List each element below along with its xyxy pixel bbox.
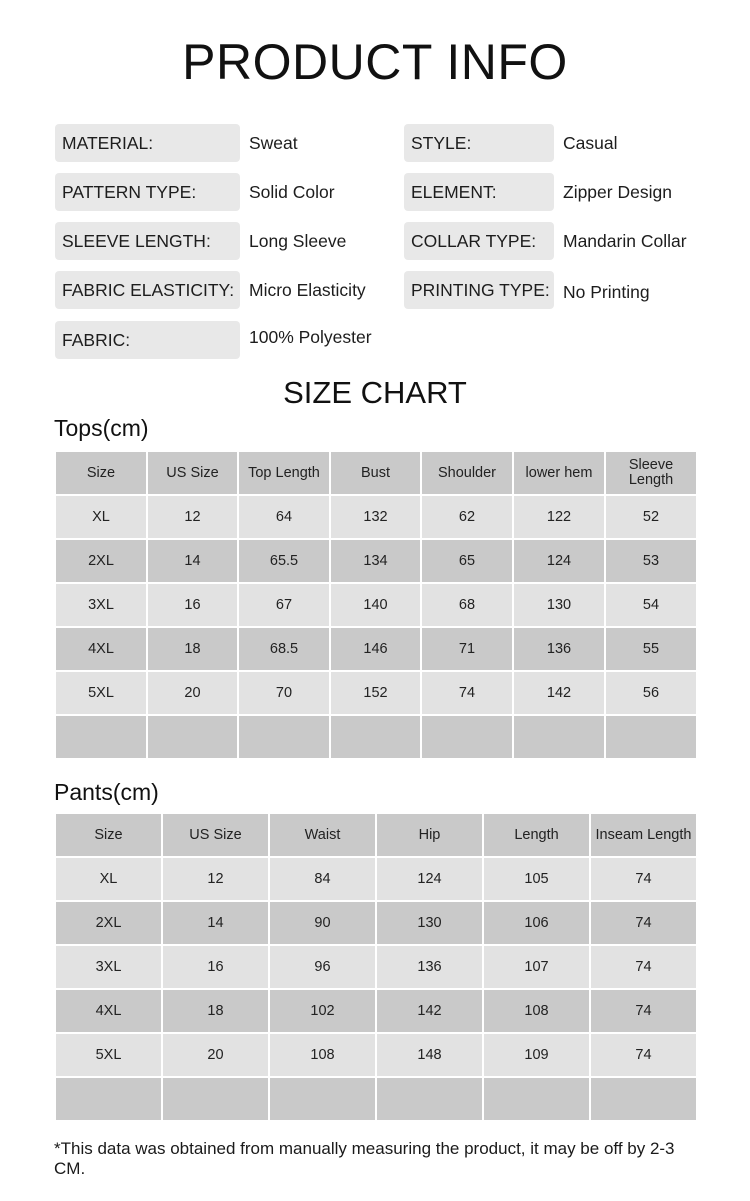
pants-header-cell: US Size [162, 813, 269, 857]
tops-empty-cell [238, 715, 330, 759]
tops-table-title: Tops(cm) [54, 415, 149, 441]
pants-table-cell: 108 [269, 1033, 376, 1077]
tops-header-row [55, 451, 697, 495]
tops-empty-cell [513, 715, 605, 759]
tops-table-cell: 52 [605, 495, 697, 539]
tops-table-cell: 3XL [55, 583, 147, 627]
pants-header-cell: Inseam Length [590, 813, 697, 857]
pants-table-cell: 14 [162, 901, 269, 945]
tops-table-cell: 65 [421, 539, 513, 583]
tops-table-cell: 56 [605, 671, 697, 715]
pants-header-row [55, 813, 697, 857]
info-value-printing-type: No Printing [563, 282, 650, 302]
tops-table-cell: 12 [147, 495, 238, 539]
tops-empty-row [55, 715, 697, 759]
tops-table-cell: 14 [147, 539, 238, 583]
pants-table-cell: 96 [269, 945, 376, 989]
tops-table-row [55, 495, 697, 539]
pants-table-cell: 4XL [55, 989, 162, 1033]
tops-header-cell: Size [55, 451, 147, 495]
pants-empty-cell [590, 1077, 697, 1121]
pants-header-cell: Hip [376, 813, 483, 857]
tops-table-cell: 53 [605, 539, 697, 583]
tops-table-cell: 64 [238, 495, 330, 539]
pants-table-cell: 74 [590, 1033, 697, 1077]
pants-table-cell: 20 [162, 1033, 269, 1077]
pants-table-cell: 16 [162, 945, 269, 989]
pants-table-cell: 18 [162, 989, 269, 1033]
tops-empty-cell [605, 715, 697, 759]
tops-table-cell: 74 [421, 671, 513, 715]
pants-empty-cell [55, 1077, 162, 1121]
tops-header-cell: Bust [330, 451, 421, 495]
tops-table-cell: 70 [238, 671, 330, 715]
tops-header-cell: Top Length [238, 451, 330, 495]
pants-empty-cell [269, 1077, 376, 1121]
info-label-sleeve-length: SLEEVE LENGTH: [55, 222, 240, 260]
info-value-element: Zipper Design [563, 182, 672, 202]
pants-table-cell: 3XL [55, 945, 162, 989]
tops-header-cell: lower hem [513, 451, 605, 495]
pants-size-table [54, 812, 698, 1122]
tops-table-cell: 130 [513, 583, 605, 627]
pants-table-cell: XL [55, 857, 162, 901]
pants-empty-cell [376, 1077, 483, 1121]
tops-empty-cell [330, 715, 421, 759]
tops-header-cell: Shoulder [421, 451, 513, 495]
tops-table-cell: 65.5 [238, 539, 330, 583]
tops-table-cell: 140 [330, 583, 421, 627]
pants-table-row [55, 1033, 697, 1077]
pants-table-row [55, 857, 697, 901]
pants-table-cell: 2XL [55, 901, 162, 945]
info-value-style: Casual [563, 133, 618, 153]
pants-table-cell: 105 [483, 857, 590, 901]
pants-table-cell: 74 [590, 901, 697, 945]
tops-header-cell: Sleeve Length [605, 451, 697, 495]
pants-table-cell: 102 [269, 989, 376, 1033]
tops-table-cell: 68.5 [238, 627, 330, 671]
tops-table-cell: 134 [330, 539, 421, 583]
tops-table-cell: XL [55, 495, 147, 539]
tops-table-cell: 2XL [55, 539, 147, 583]
tops-table-cell: 142 [513, 671, 605, 715]
tops-table-cell: 124 [513, 539, 605, 583]
pants-table-cell: 130 [376, 901, 483, 945]
info-value-sleeve-length: Long Sleeve [249, 231, 347, 251]
page-title: PRODUCT INFO [182, 34, 568, 90]
pants-table-cell: 107 [483, 945, 590, 989]
info-value-pattern-type: Solid Color [249, 182, 335, 202]
tops-empty-cell [421, 715, 513, 759]
pants-table-cell: 12 [162, 857, 269, 901]
info-value-fabric: 100% Polyester [249, 327, 372, 347]
pants-table-row [55, 901, 697, 945]
pants-table-cell: 106 [483, 901, 590, 945]
product-info-grid [55, 124, 705, 364]
tops-table-cell: 146 [330, 627, 421, 671]
pants-table-cell: 5XL [55, 1033, 162, 1077]
pants-header-cell: Waist [269, 813, 376, 857]
tops-table-cell: 18 [147, 627, 238, 671]
tops-table-cell: 55 [605, 627, 697, 671]
info-value-fabric-elasticity: Micro Elasticity [249, 280, 366, 300]
tops-empty-cell [55, 715, 147, 759]
tops-table-row [55, 539, 697, 583]
pants-table-cell: 124 [376, 857, 483, 901]
tops-table-cell: 54 [605, 583, 697, 627]
tops-header-cell: US Size [147, 451, 238, 495]
tops-table-cell: 67 [238, 583, 330, 627]
tops-table-row [55, 627, 697, 671]
tops-table-cell: 68 [421, 583, 513, 627]
info-label-fabric-elasticity: FABRIC ELASTICITY: [55, 271, 240, 309]
pants-table-row [55, 989, 697, 1033]
tops-table-cell: 62 [421, 495, 513, 539]
info-value-material: Sweat [249, 133, 298, 153]
size-chart-title: SIZE CHART [283, 375, 467, 410]
tops-table-cell: 4XL [55, 627, 147, 671]
pants-table-cell: 74 [590, 857, 697, 901]
tops-table-cell: 136 [513, 627, 605, 671]
tops-table-cell: 16 [147, 583, 238, 627]
pants-table-cell: 90 [269, 901, 376, 945]
pants-table-cell: 136 [376, 945, 483, 989]
pants-empty-cell [162, 1077, 269, 1121]
info-label-fabric: FABRIC: [55, 321, 240, 359]
pants-table-cell: 148 [376, 1033, 483, 1077]
info-label-collar-type: COLLAR TYPE: [404, 222, 554, 260]
pants-table-cell: 108 [483, 989, 590, 1033]
pants-header-cell: Length [483, 813, 590, 857]
measurement-footnote: *This data was obtained from manually measuring the product, it may be off by 2-3 CM. [54, 1139, 675, 1178]
pants-table-cell: 84 [269, 857, 376, 901]
tops-table-cell: 5XL [55, 671, 147, 715]
tops-size-table [54, 450, 698, 760]
info-label-element: ELEMENT: [404, 173, 554, 211]
pants-table-cell: 142 [376, 989, 483, 1033]
pants-table-row [55, 945, 697, 989]
tops-table-cell: 20 [147, 671, 238, 715]
pants-table-title: Pants(cm) [54, 779, 159, 805]
info-label-style: STYLE: [404, 124, 554, 162]
info-label-printing-type: PRINTING TYPE: [404, 271, 554, 309]
info-label-pattern-type: PATTERN TYPE: [55, 173, 240, 211]
tops-table-cell: 71 [421, 627, 513, 671]
pants-header-cell: Size [55, 813, 162, 857]
pants-table-cell: 74 [590, 945, 697, 989]
pants-empty-cell [483, 1077, 590, 1121]
pants-table-cell: 74 [590, 989, 697, 1033]
tops-table-cell: 122 [513, 495, 605, 539]
tops-table-row [55, 671, 697, 715]
tops-table-cell: 132 [330, 495, 421, 539]
tops-table-cell: 152 [330, 671, 421, 715]
info-label-material: MATERIAL: [55, 124, 240, 162]
tops-empty-cell [147, 715, 238, 759]
pants-empty-row [55, 1077, 697, 1121]
tops-table-row [55, 583, 697, 627]
info-value-collar-type: Mandarin Collar [563, 231, 687, 251]
pants-table-cell: 109 [483, 1033, 590, 1077]
